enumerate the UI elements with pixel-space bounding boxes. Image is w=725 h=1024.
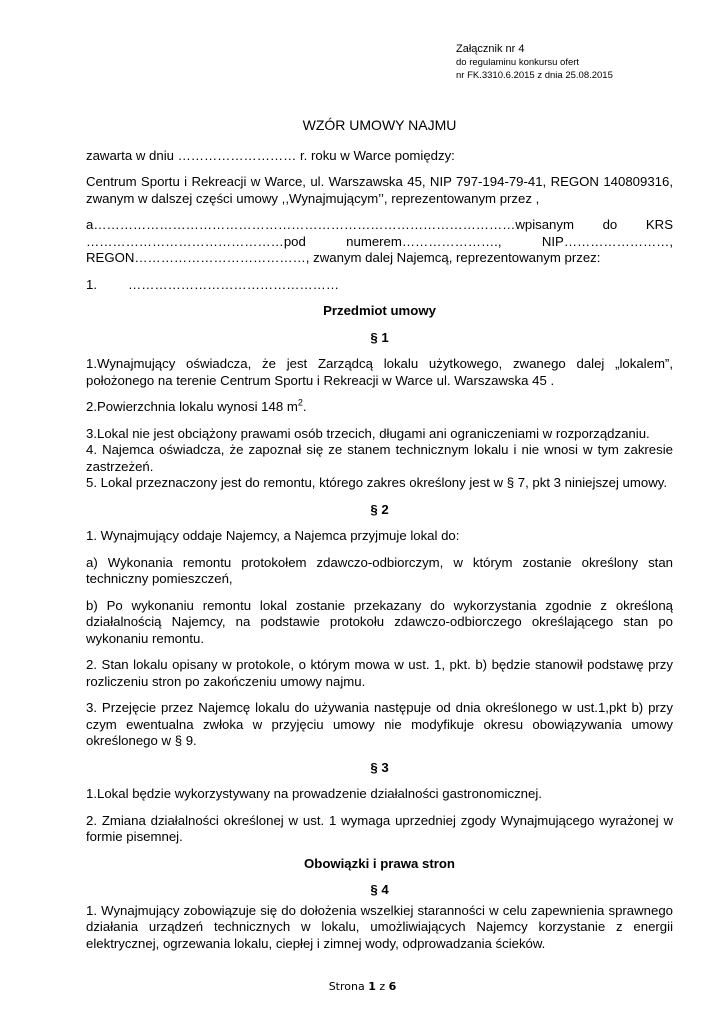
p1-item-2-end: .	[302, 399, 307, 414]
paragraph-3-heading: § 3	[370, 759, 389, 775]
page-footer	[0, 980, 725, 993]
p2-item-b: b) Po wykonaniu remontu lokal zostanie przekazany do wykorzystania zgodnie z określoną działalnością Najemcy, na podstawie protokołu zdawczo-odbiorczego określającego stan po wykonaniu remontu.	[86, 597, 673, 646]
attachment-reference: nr FK.3310.6.2015 z dnia 25.08.2015	[456, 70, 613, 81]
attachment-note	[456, 43, 613, 82]
party-lessee	[86, 217, 673, 267]
p1-item-2	[86, 399, 673, 416]
heading-duties: Obowiązki i prawa stron	[304, 855, 455, 871]
p2-item-a: a) Wykonania remontu protokołem zdawczo-odbiorczym, w którym zostanie określony stan techniczny pomieszczeń,	[86, 554, 673, 586]
p1-item-2-sup: 2	[297, 397, 303, 408]
p3-item-1: 1.Lokal będzie wykorzystywany na prowadzenie działalności gastronomicznej.	[86, 786, 542, 801]
p4-item-1: 1. Wynajmujący zobowiązuje się do dołożenia wszelkiej staranności w celu zapewnienia sprawnego działania urządzeń technicznych w lokalu, umożliwiających Najemcy korzystanie z energii elektrycznej, ogrzewania lokalu, ciepłej i zimnej wody, odprowadzania ścieków.	[86, 902, 673, 951]
heading-subject: Przedmiot umowy	[323, 303, 436, 318]
party-lessor: Centrum Sportu i Rekreacji w Warce, ul. Warszawska 45, NIP 797-194-79-41, REGON 140809316, zwanym w dalszej części umowy ,,Wynajmującym’’, reprezentowanym przez ,	[86, 174, 673, 206]
representative-line	[86, 277, 673, 294]
attachment-regulation: do regulaminu konkursu ofert	[456, 57, 580, 68]
p2-item-3: 3. Przejęcie przez Najemcę lokalu do używania następuje od dnia określonego w ust.1,pkt b) przy czym ewentualna zwłoka w przyjęciu umowy nie modyfikuje okresu obowiązywania umowy określonego w § 9.	[86, 700, 673, 748]
page-of: z	[379, 980, 386, 993]
p2-item-2: 2. Stan lokalu opisany w protokole, o którym mowa w ust. 1, pkt. b) będzie stanowił podstawę przy rozliczeniu stron po zakończeniu umowy najmu.	[86, 657, 673, 689]
attachment-number: Załącznik nr 4	[456, 43, 525, 55]
party-lessee-line3: REGON…………………………………, zwanym dalej Najemcą, reprezentowanym przez:	[86, 250, 601, 265]
party-lessee-line1: a……………………………………………………………………………………wpisanym do KRS	[86, 217, 673, 232]
p1-item-2-text: 2.Powierzchnia lokalu wynosi 148 m	[86, 399, 298, 414]
document-title: WZÓR UMOWY NAJMU	[302, 117, 457, 133]
paragraph-4-heading: § 4	[370, 882, 389, 897]
page-word: Strona	[328, 980, 365, 993]
representative-number: 1.	[86, 276, 97, 292]
page-current: 1	[368, 980, 376, 993]
p3-item-2: 2. Zmiana działalności określonej w ust. 1 wymaga uprzedniej zgody Wynajmującego wyrażonej w formie pisemnej.	[86, 812, 673, 844]
p1-item-4: 4. Najemca oświadcza, że zapoznał się ze stanem technicznym lokalu i nie wnosi w tym zakresie zastrzeżeń.	[86, 442, 673, 474]
concluded-line: zawarta w dniu ……………………… r. roku w Warce pomiędzy:	[86, 147, 455, 163]
p1-item-3: 3.Lokal nie jest obciążony prawami osób trzecich, długami ani ograniczeniami w rozporządzaniu.	[86, 425, 650, 441]
party-lessee-line2: ………………………………………pod numerem…………………., NIP……………………,	[86, 233, 673, 249]
document-body	[86, 117, 673, 952]
paragraph-1-heading: § 1	[370, 329, 389, 345]
p1-item-1: 1.Wynajmujący oświadcza, że jest Zarządcą lokalu użytkowego, zwanego dalej „lokalem”, położonego na terenie Centrum Sportu i Rekreacji w Warce ul. Warszawska 45 .	[86, 356, 673, 388]
p2-item-1: 1. Wynajmujący oddaje Najemcy, a Najemca przyjmuje lokal do:	[86, 528, 460, 543]
page-total: 6	[388, 980, 397, 993]
representative-dots: …………………………………………	[128, 276, 339, 292]
paragraph-2-heading: § 2	[370, 501, 389, 517]
p1-item-5: 5. Lokal przeznaczony jest do remontu, którego zakres określony jest w § 7, pkt 3 niniejszej umowy.	[86, 475, 668, 490]
